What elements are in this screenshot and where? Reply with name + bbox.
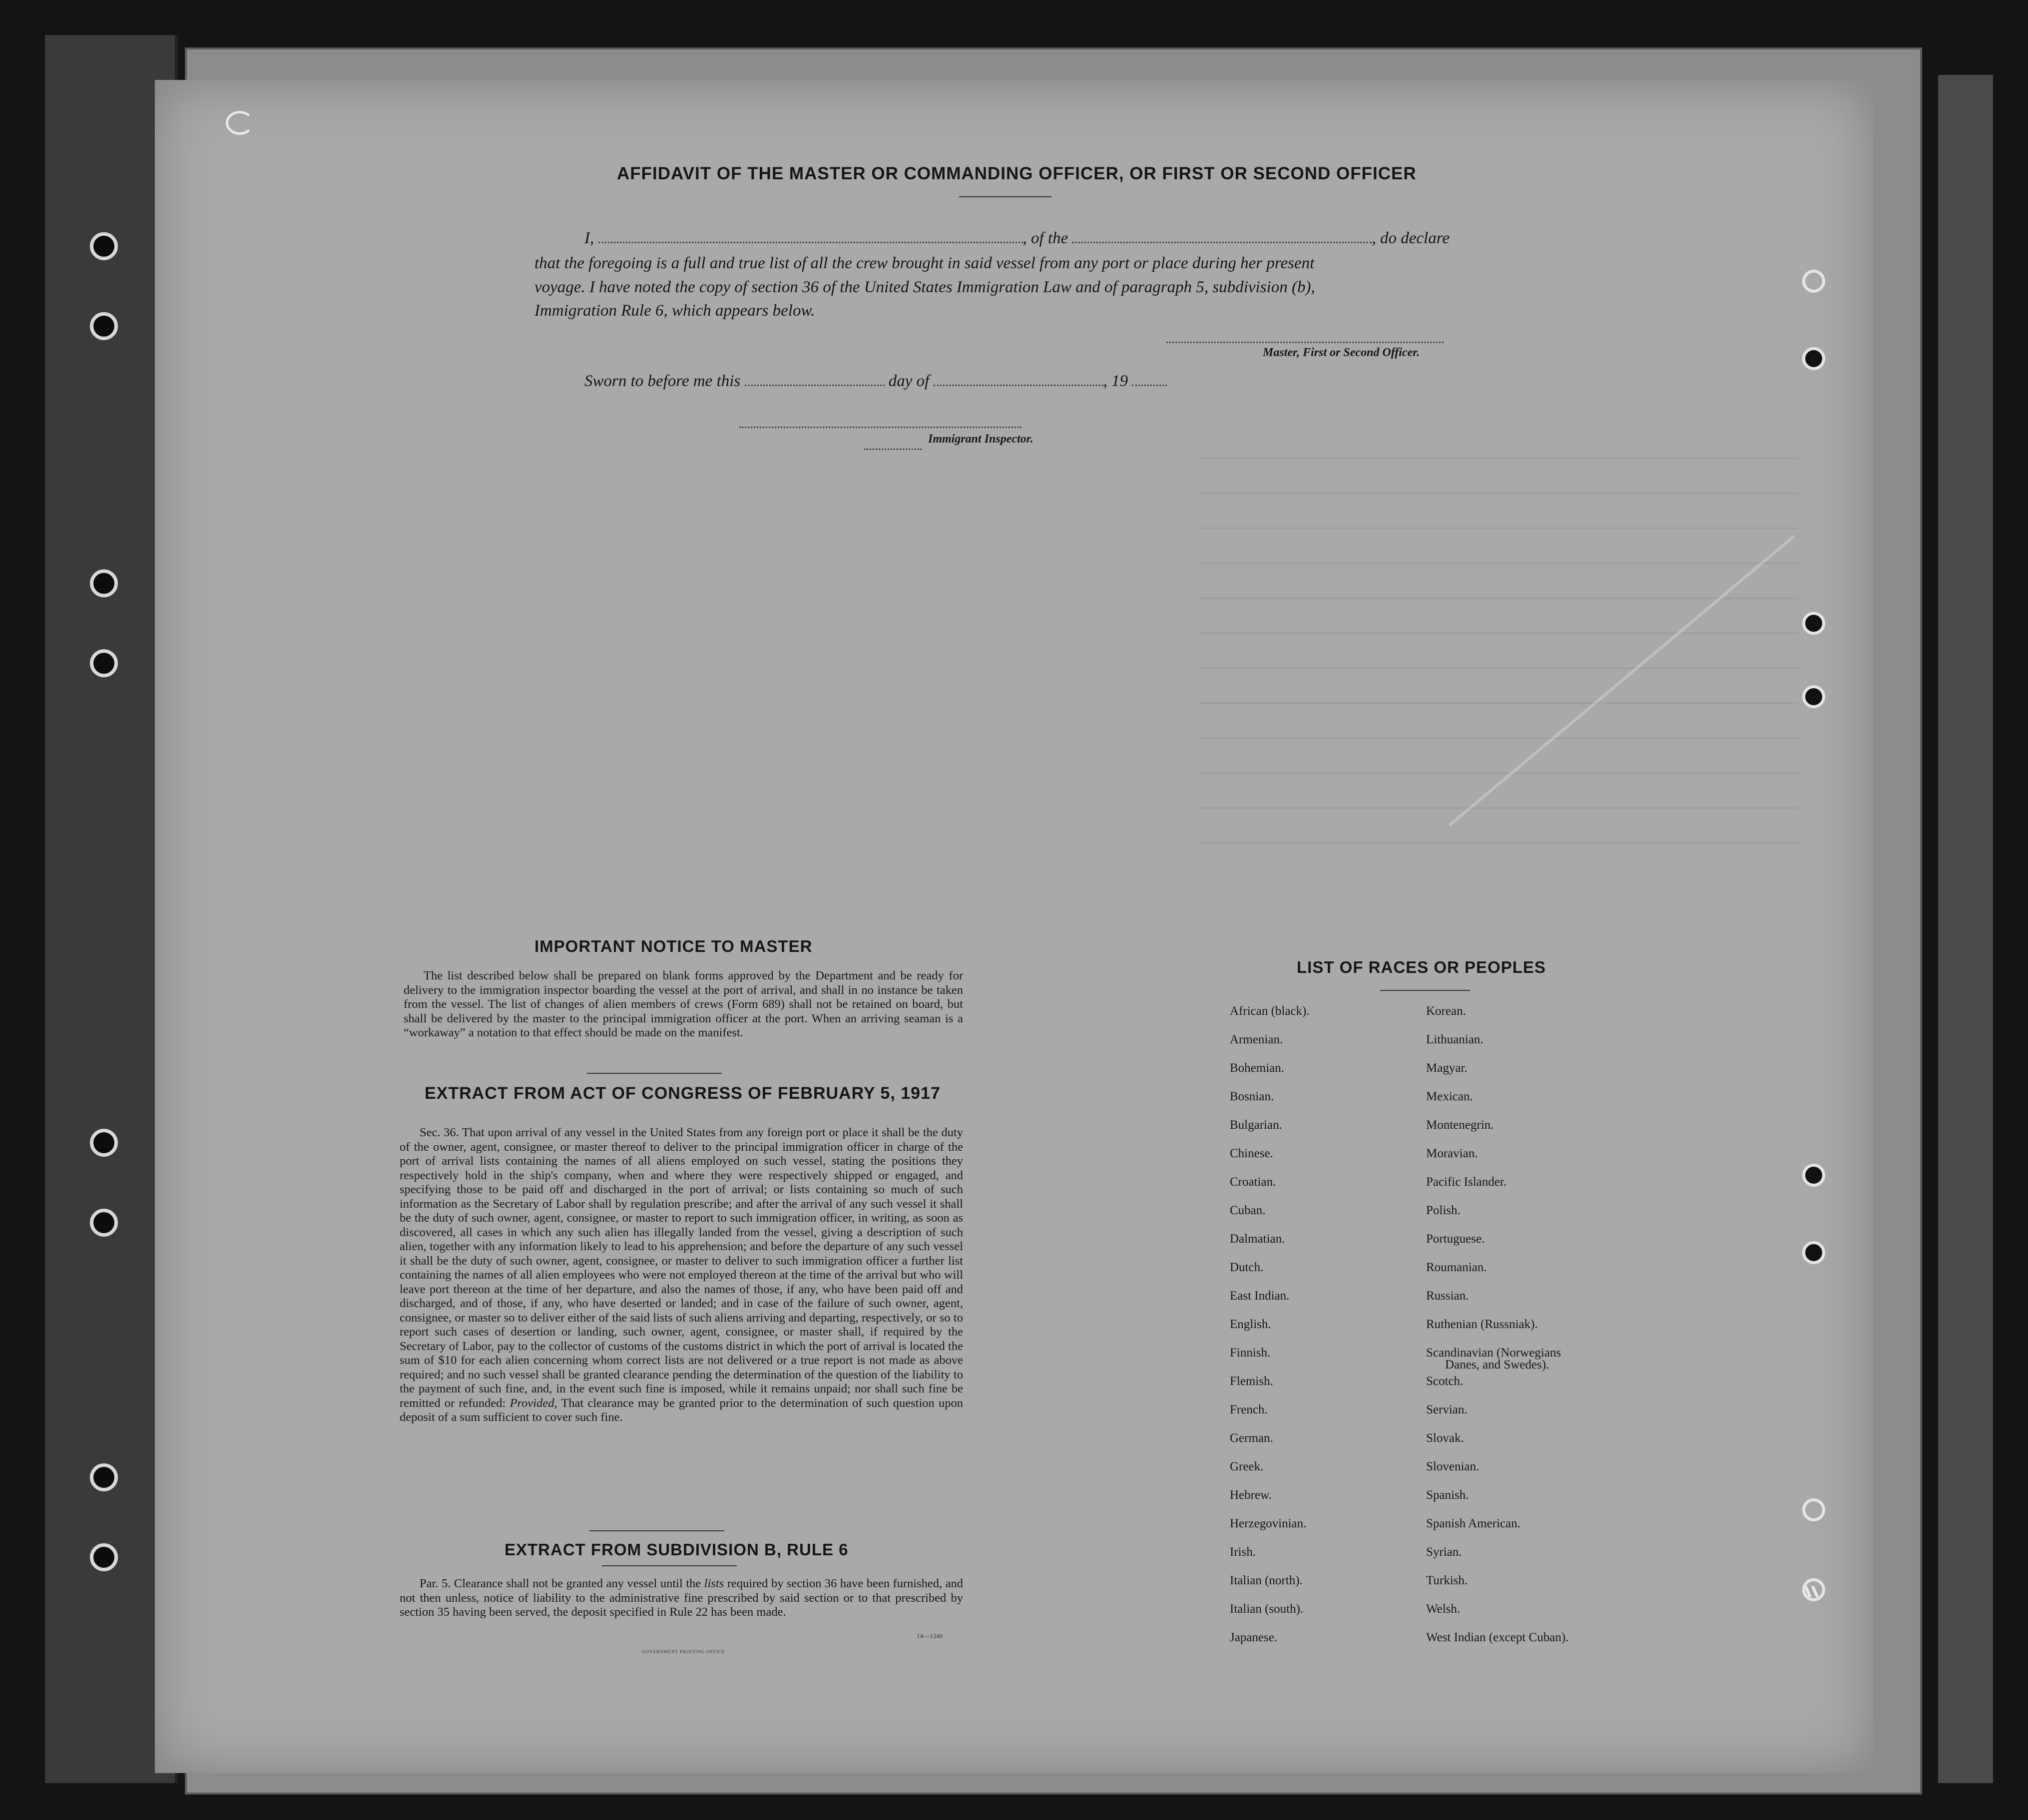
- sworn-year-label: , 19: [1103, 372, 1128, 390]
- binder-hole-icon: [1802, 685, 1825, 708]
- inspector-lead-dots: [864, 437, 922, 450]
- race-item: Herzegovinian.: [1230, 1517, 1307, 1530]
- binder-hole-icon: [1802, 1164, 1825, 1187]
- binder-hole-icon: [90, 1463, 118, 1491]
- race-item: French.: [1230, 1403, 1268, 1416]
- vessel-blank-field[interactable]: [1072, 230, 1372, 243]
- race-item: Flemish.: [1230, 1374, 1273, 1388]
- race-item: Portuguese.: [1426, 1232, 1485, 1246]
- sworn-year-field[interactable]: [1132, 373, 1167, 386]
- binder-hole-icon: [1802, 1241, 1825, 1264]
- race-item: Scotch.: [1426, 1374, 1464, 1388]
- affidavit-declare-label: , do declare: [1372, 229, 1450, 247]
- race-item: Hebrew.: [1230, 1488, 1272, 1502]
- binder-hole-icon: [90, 569, 118, 597]
- race-item: Pacific Islander.: [1426, 1175, 1507, 1189]
- sworn-prefix: Sworn to before me this: [584, 372, 741, 390]
- section-36-label: Sec. 36.: [420, 1126, 459, 1139]
- affidavit-line-4: Immigration Rule 6, which appears below.: [534, 302, 815, 320]
- affidavit-of-the-label: , of the: [1022, 229, 1068, 247]
- binder-hole-icon: [90, 649, 118, 677]
- race-item: Ruthenian (Russniak).: [1426, 1318, 1538, 1331]
- rule-extract-title: EXTRACT FROM SUBDIVISION B, RULE 6: [505, 1540, 849, 1559]
- notice-title: IMPORTANT NOTICE TO MASTER: [534, 937, 813, 955]
- race-item: Croatian.: [1230, 1175, 1276, 1189]
- inspector-label: Immigrant Inspector.: [928, 433, 1033, 446]
- affidavit-line-3: voyage. I have noted the copy of section 36 of the United States Immigration Law and of paragraph 5, subdivision (b),: [534, 278, 1315, 296]
- handwritten-mark-icon: ⸗: [1791, 1585, 1838, 1598]
- binder-hole-icon: [1802, 347, 1825, 370]
- race-item: Bulgarian.: [1230, 1118, 1282, 1132]
- affidavit-title: AFFIDAVIT OF THE MASTER OR COMMANDING OFFICER, OR FIRST OR SECOND OFFICER: [617, 164, 1417, 183]
- affidavit-line-2: that the foregoing is a full and true list of all the crew brought in said vessel from any port or place during her present: [534, 254, 1315, 272]
- inspector-blank-field[interactable]: [739, 415, 1021, 428]
- race-item: Spanish American.: [1426, 1517, 1521, 1530]
- form-page: [155, 80, 1873, 1773]
- binder-hole-icon: [1802, 612, 1825, 635]
- race-item: Montenegrin.: [1426, 1118, 1494, 1132]
- paper-curl-icon: [226, 111, 254, 135]
- paragraph-5-text: [400, 1577, 963, 1620]
- section-rule: [602, 1565, 737, 1566]
- title-rule: [959, 196, 1051, 197]
- binder-hole-icon: [90, 1543, 118, 1571]
- race-item: Slovenian.: [1426, 1460, 1480, 1473]
- binder-hole-icon: [90, 312, 118, 340]
- section-rule: [587, 1073, 722, 1074]
- race-item: Lithuanian.: [1426, 1033, 1484, 1046]
- race-item: Dutch.: [1230, 1261, 1264, 1274]
- binder-hole-icon: [1802, 270, 1825, 293]
- race-item: Dalmatian.: [1230, 1232, 1285, 1246]
- race-item: Italian (north).: [1230, 1574, 1303, 1587]
- name-blank-field[interactable]: [598, 230, 1023, 243]
- race-item: Welsh.: [1426, 1602, 1461, 1616]
- race-item: Magyar.: [1426, 1061, 1468, 1075]
- race-item: Armenian.: [1230, 1033, 1283, 1046]
- paragraph-5-body-a: Clearance shall not be granted any vessel until the: [454, 1577, 701, 1590]
- sworn-day-field[interactable]: [745, 373, 885, 386]
- race-item: Syrian.: [1426, 1545, 1462, 1559]
- race-item: Japanese.: [1230, 1631, 1278, 1644]
- affidavit-line-1: [584, 226, 1450, 251]
- race-item: Bosnian.: [1230, 1090, 1274, 1103]
- section-36-body: That upon arrival of any vessel in the United States from any foreign port or place it shall be the duty of the owner, agent, consignee, or master thereof to deliver to the principal immigration officer in charge of the port of arrival lists containing the names of all aliens employed on such vessel, stating the positions they respectively hold in the ship's company, when and where they were respectively shipped or engaged, and specifying those to be paid off and discharged in the port of arrival; or lists containing so much of such information as the Secretary of Labor shall by regulation prescribe; and after the arrival of any such vessel it shall be the duty of such owner, agent, consignee, or master to report to such immigration officer, in writing, as soon as discovered, all cases in which any such alien has illegally landed from the vessel, giving a description of such alien, together with any information likely to lead to his apprehension; and before the departure of any such vessel it shall be the duty of such owner, agent, consignee, or master to deliver to such immigration officer a further list containing the names of all alien employees who were not employed thereon at the time of the arrival but who will leave port thereon at the time of her departure, and also the names of those, if any, who have been paid off and discharged, and of those, if any, who have deserted or landed; and in case of the failure of such owner, agent, consignee, or master so to deliver either of the said lists of such aliens arriving and departing, respectively, or so to report such cases of desertion or landing, such owner, agent, consignee, or master shall, if required by the Secretary of Labor, pay to the collector of customs of the customs district in which the port of arrival is located the sum of $10 for each alien concerning whom correct lists are not delivered or a true report is not made as above required; and no such vessel shall be granted clearance pending the determination of the question of the liability to the payment of such fine, and, in the event such fine is imposed, while it remains unpaid; nor shall such fine be remitted or refunded:: [400, 1126, 964, 1410]
- sworn-month-field[interactable]: [934, 373, 1103, 386]
- paragraph-5-label: Par. 5.: [420, 1577, 451, 1590]
- races-title: LIST OF RACES OR PEOPLES: [1297, 958, 1546, 976]
- affidavit-i-label: I,: [584, 229, 594, 247]
- race-item: African (black).: [1230, 1004, 1310, 1018]
- sworn-day-of: day of: [888, 372, 930, 390]
- binder-hole-icon: [90, 232, 118, 260]
- race-item: Chinese.: [1230, 1147, 1273, 1160]
- sworn-line: [584, 369, 1167, 394]
- race-item: Greek.: [1230, 1460, 1264, 1473]
- race-item: Moravian.: [1426, 1147, 1478, 1160]
- signature-blank-field[interactable]: [1166, 330, 1444, 343]
- section-rule: [589, 1530, 724, 1531]
- printing-office-imprint: GOVERNMENT PRINTING OFFICE: [642, 1649, 725, 1654]
- race-item: Italian (south).: [1230, 1602, 1304, 1616]
- race-item: Russian.: [1426, 1289, 1469, 1303]
- race-item: Spanish.: [1426, 1488, 1469, 1502]
- race-item: Mexican.: [1426, 1090, 1473, 1103]
- binder-hole-icon: [90, 1129, 118, 1157]
- page-edge-shadow: [1938, 75, 1993, 1783]
- race-item: Irish.: [1230, 1545, 1256, 1559]
- race-item: Roumanian.: [1426, 1261, 1487, 1274]
- paragraph-5-body-b: required by section 36 have been furnished, and not then unless, notice of liability to the administrative fine prescribed by said section or to that prescribed by section 35 having been served, the deposit specified in Rule 22 has been made.: [400, 1577, 964, 1619]
- form-number: 14—1340: [917, 1632, 943, 1640]
- race-item: Cuban.: [1230, 1204, 1266, 1217]
- section-36-body-end: That clearance may be granted prior to the determination of such question upon deposit of a sum sufficient to cover such fine.: [400, 1396, 964, 1424]
- signature-label: Master, First or Second Officer.: [1263, 346, 1420, 359]
- race-item: Finnish.: [1230, 1346, 1271, 1360]
- race-item: Scandinavian (Norwegians: [1426, 1346, 1561, 1360]
- notice-body: The list described below shall be prepared on blank forms approved by the Department and be ready for delivery to the immigration inspector boarding the vessel at the port of arrival, and shall in no instance be taken from the vessel. The list of changes of alien members of crews (Form 689) shall not be retained on board, but shall be delivered by the master to the principal immigration officer at the port. When an arriving seaman is a “workaway” a notation to that effect should be made on the manifest.: [404, 969, 963, 1039]
- race-item: Bohemian.: [1230, 1061, 1285, 1075]
- race-item: Korean.: [1426, 1004, 1466, 1018]
- race-item: Turkish.: [1426, 1574, 1468, 1587]
- race-item: German.: [1230, 1431, 1273, 1445]
- race-item: West Indian (except Cuban).: [1426, 1631, 1569, 1644]
- binder-hole-icon: [90, 1209, 118, 1237]
- race-item: English.: [1230, 1318, 1271, 1331]
- binder-hole-icon: [1802, 1498, 1825, 1521]
- race-item: Danes, and Swedes).: [1445, 1358, 1549, 1371]
- race-item: Polish.: [1426, 1204, 1461, 1217]
- lists-word: lists: [704, 1577, 724, 1590]
- race-item: Slovak.: [1426, 1431, 1464, 1445]
- bleed-through-table: [1199, 425, 1798, 874]
- act-extract-title: EXTRACT FROM ACT OF CONGRESS OF FEBRUARY 5, 1917: [425, 1084, 941, 1103]
- section-36-text: [400, 1126, 963, 1425]
- provided-word: Provided,: [509, 1396, 557, 1410]
- races-rule: [1380, 990, 1470, 991]
- race-item: East Indian.: [1230, 1289, 1290, 1303]
- race-item: Servian.: [1426, 1403, 1468, 1416]
